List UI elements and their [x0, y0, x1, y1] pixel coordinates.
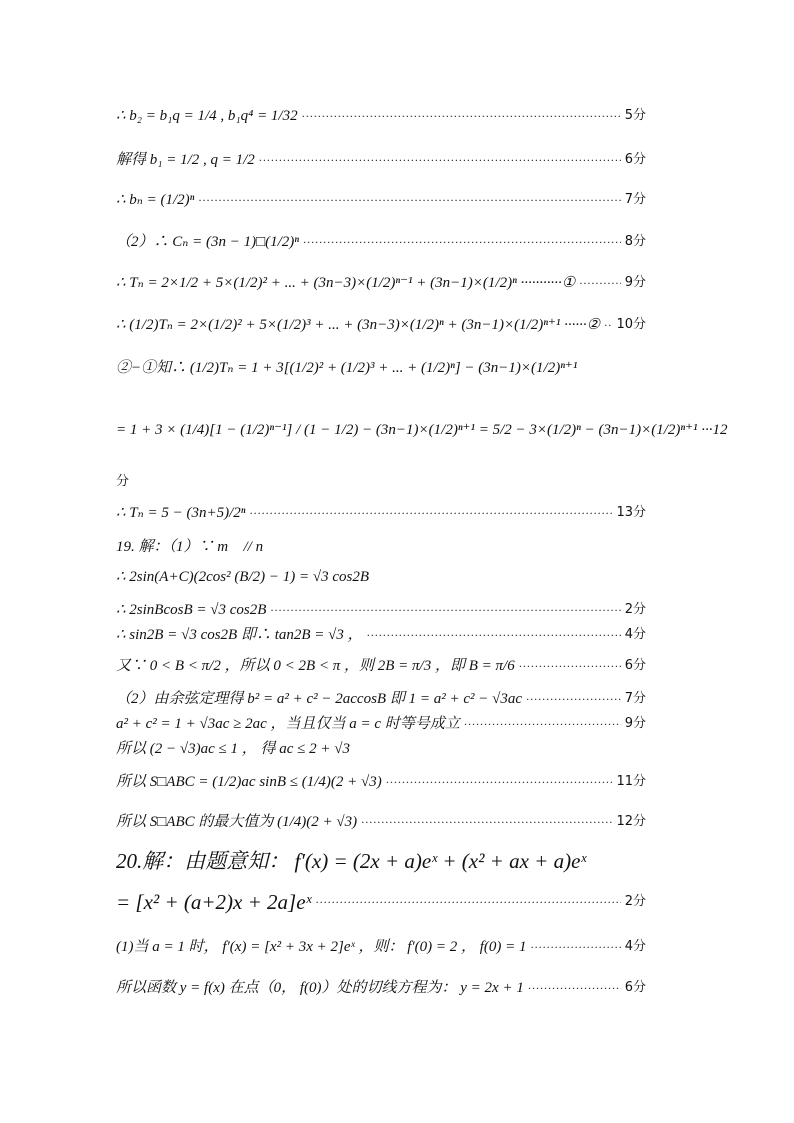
- score-label: 5分: [624, 108, 646, 123]
- score-label: 2分: [624, 894, 646, 909]
- line-text: = 1 + 3 × (1/4)[1 − (1/2)ⁿ⁻¹] / (1 − 1/2) − (3n−1)×(1/2)ⁿ⁺¹ = 5/2 − 3×(1/2)ⁿ − (3n−1)×(1/2)ⁿ⁺¹ ···12: [116, 422, 728, 438]
- line-bn: [116, 190, 646, 210]
- leader-dots: [579, 273, 620, 293]
- leader-dots: [249, 503, 612, 523]
- line-area-max: [116, 812, 646, 832]
- score-label: 4分: [624, 627, 646, 642]
- line-ac-bound: [116, 739, 646, 759]
- line-text: 所以 S□ABC 的最大值为 (1/4)(2 + √3): [116, 814, 358, 830]
- leader-dots: [303, 232, 621, 252]
- line-text: ∴ Tₙ = 5 − (3n+5)/2ⁿ: [116, 505, 246, 521]
- score-label: 12分: [616, 814, 646, 829]
- line-text: 所以函数 y = f(x) 在点（0， f(0)）处的切线方程为： y = 2x + 1: [116, 980, 524, 996]
- line-inequality: [116, 714, 646, 734]
- leader-dots: [361, 812, 612, 832]
- line-text: 所以 S□ABC = (1/2)ac sinB ≤ (1/4)(2 + √3): [116, 774, 382, 790]
- line-q20-derivative: [116, 851, 646, 871]
- line-text: （2）∴ Cₙ = (3n − 1)□(1/2)ⁿ: [116, 234, 300, 250]
- line-text: 又∵ 0 < B < π/2 ，所以 0 < 2B < π ，则 2B = π/3 ，即 B = π/6: [116, 658, 515, 674]
- line-text: 所以 (2 − √3)ac ≤ 1 ， 得 ac ≤ 2 + √3: [116, 741, 350, 757]
- line-text: a² + c² = 1 + √3ac ≥ 2ac ，当且仅当 a = c 时等号成立: [116, 716, 460, 732]
- line-geometric-sum: [116, 420, 728, 440]
- line-text: ∴ 2sin(A+C)(2cos² (B/2) − 1) = √3 cos2B: [116, 569, 370, 585]
- score-label: 10分: [616, 317, 646, 332]
- line-sin-cos: [116, 567, 646, 587]
- leader-dots: [198, 190, 620, 210]
- leader-dots: [519, 656, 621, 676]
- leader-dots: [526, 689, 621, 709]
- line-text: ∴ 2sinBcosB = √3 cos2B: [116, 602, 267, 618]
- score-label: 6分: [624, 658, 646, 673]
- line-text: ∴ sin2B = √3 cos2B 即∴ tan2B = √3 ，: [116, 627, 363, 643]
- line-text: 解得 b₁ = 1/2 , q = 1/2: [116, 152, 255, 168]
- line-derivative-simplified: [116, 892, 646, 912]
- line-tangent: [116, 978, 646, 998]
- score-label: 13分: [616, 505, 646, 520]
- leader-dots: [528, 978, 621, 998]
- line-text: = [x² + (a+2)x + 2a]eˣ: [116, 890, 312, 914]
- line-b-value: [116, 656, 646, 676]
- leader-dots: [270, 600, 620, 620]
- line-text: (1)当 a = 1 时， f′(x) = [x² + 3x + 2]eˣ ，则： f′(0) = 2 ， f(0) = 1: [116, 939, 527, 955]
- score-label: 11分: [616, 774, 646, 789]
- line-tan2b: [116, 625, 646, 645]
- line-text: ∴ b₂ = b₁q = 1/4 , b₁q⁴ = 1/32: [116, 108, 298, 124]
- line-2sinbcosb: [116, 600, 646, 620]
- line-cosine-law: [116, 689, 646, 709]
- leader-dots: [259, 150, 621, 170]
- line-half-tn: [116, 315, 646, 335]
- line-text: 分: [116, 474, 130, 489]
- leader-dots: [386, 772, 613, 792]
- line-text: 20.解：由题意知： f′(x) = (2x + a)eˣ + (x² + ax + a)eˣ: [116, 849, 587, 873]
- line-area: [116, 772, 646, 792]
- leader-dots: [367, 625, 621, 645]
- score-label: 8分: [624, 234, 646, 249]
- line-a-equals-1: [116, 937, 646, 957]
- line-text: 19. 解：（1）∵ m⃗ // n⃗: [116, 539, 275, 555]
- line-tn-result: [116, 503, 646, 523]
- line-subtract: [116, 358, 646, 378]
- line-solve-b1-q: [116, 150, 646, 170]
- line-fen: [116, 472, 646, 492]
- leader-dots: [315, 892, 620, 912]
- line-tn-sum: [116, 273, 646, 293]
- leader-dots: [531, 937, 621, 957]
- line-text: ②−①知∴ (1/2)Tₙ = 1 + 3[(1/2)² + (1/2)³ + ... + (1/2)ⁿ] − (3n−1)×(1/2)ⁿ⁺¹: [116, 360, 578, 376]
- score-label: 7分: [624, 192, 646, 207]
- score-label: 6分: [624, 980, 646, 995]
- line-text: ∴ Tₙ = 2×1/2 + 5×(1/2)² + ... + (3n−3)×(1/2)ⁿ⁻¹ + (3n−1)×(1/2)ⁿ ···········①: [116, 275, 576, 291]
- leader-dots: [604, 315, 612, 335]
- line-text: ∴ (1/2)Tₙ = 2×(1/2)² + 5×(1/2)³ + ... + (3n−3)×(1/2)ⁿ + (3n−1)×(1/2)ⁿ⁺¹ ······②: [116, 317, 601, 333]
- leader-dots: [464, 714, 621, 734]
- score-label: 9分: [624, 275, 646, 290]
- score-label: 2分: [624, 602, 646, 617]
- score-label: 4分: [624, 939, 646, 954]
- line-b2: [116, 106, 646, 126]
- score-label: 6分: [624, 152, 646, 167]
- score-label: 9分: [624, 716, 646, 731]
- line-cn: [116, 232, 646, 252]
- line-q19-header: [116, 537, 646, 557]
- score-label: 7分: [624, 691, 646, 706]
- leader-dots: [302, 106, 621, 126]
- line-text: （2）由余弦定理得 b² = a² + c² − 2accosB 即 1 = a² + c² − √3ac: [116, 691, 522, 707]
- line-text: ∴ bₙ = (1/2)ⁿ: [116, 192, 195, 208]
